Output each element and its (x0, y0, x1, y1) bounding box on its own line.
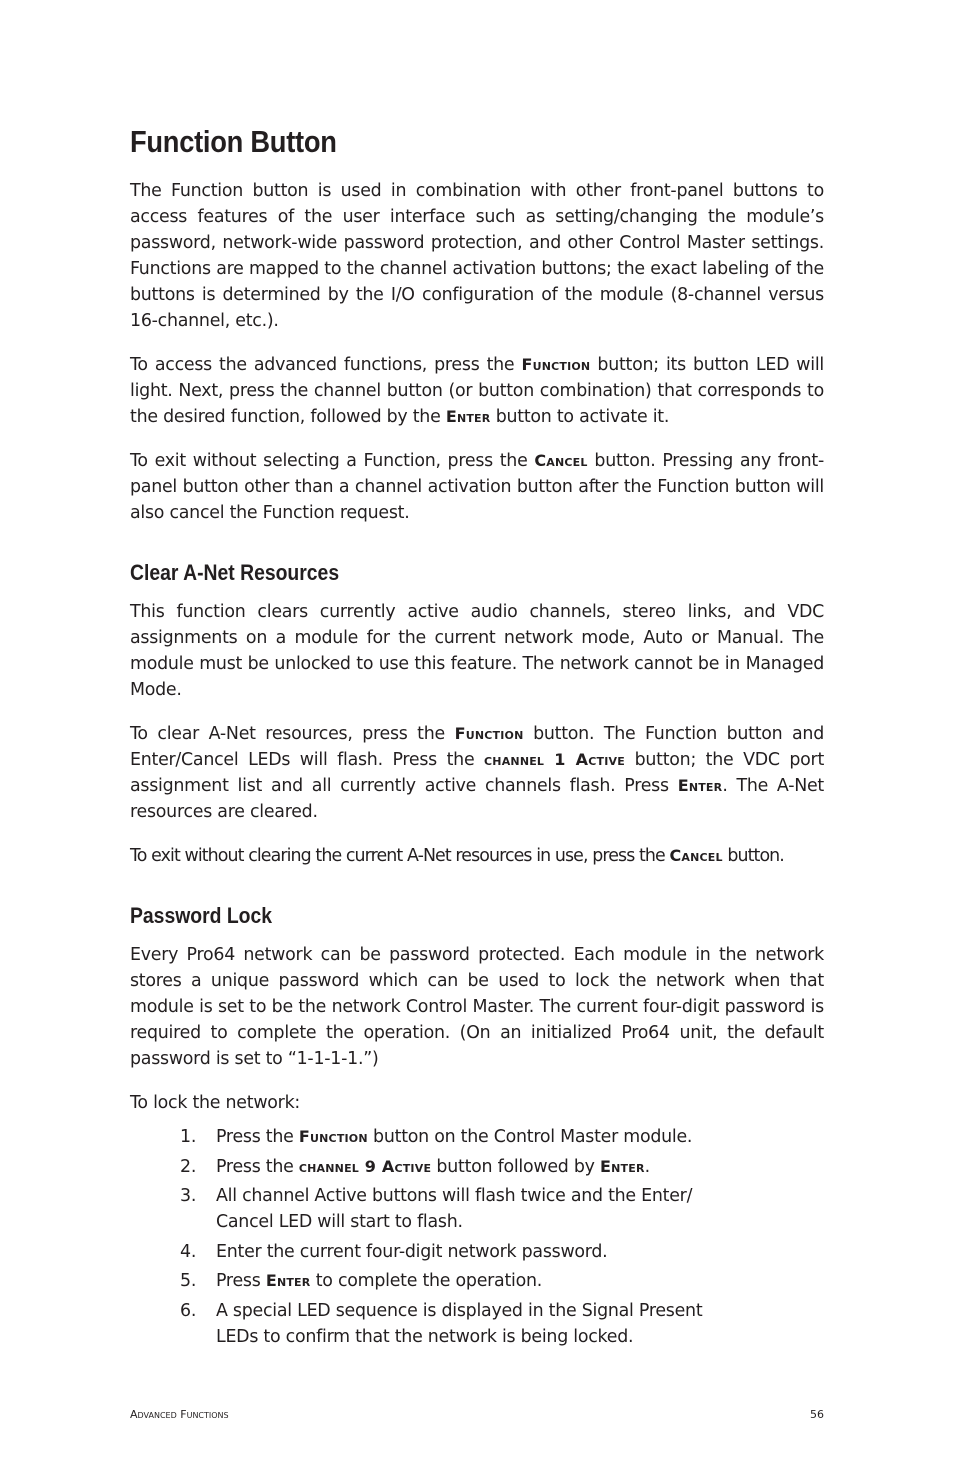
step-number: 3. (180, 1186, 197, 1206)
text: Press the (216, 1127, 299, 1147)
enter-key-label: Enter (265, 1271, 311, 1290)
text: To clear A-Net resources, press the (130, 724, 455, 744)
cancel-key-label: Cancel (534, 451, 588, 470)
enter-key-label: Enter (445, 407, 491, 426)
access-paragraph (130, 352, 824, 430)
intro-paragraph: The Function button is used in combination with other front-panel buttons to access features of the user interface such as setting/changing the module’s password, network-wide password protection, and other Control Master settings. Functions are mapped to the channel activation buttons; the exact labeling of the buttons is determined by the I/O configuration of the module (8-channel versus 16-channel, etc.). (130, 181, 824, 331)
step-number: 1. (180, 1127, 197, 1147)
text: button; its button LED will light. Next, press the channel button (or button combination) that corresponds to the desired function, followed by the (130, 355, 825, 427)
clear-anet-heading: Clear A-Net Resources (130, 560, 340, 585)
text: All channel Active buttons will flash twice and the Enter/ Cancel LED will start to flash. (216, 1186, 693, 1232)
list-item (130, 1124, 824, 1150)
list-item (130, 1154, 824, 1180)
footer-section-title: Advanced Functions (130, 1408, 229, 1421)
clear-procedure (130, 721, 824, 825)
list-item (130, 1239, 824, 1265)
text: button; the VDC port assignment list and all currently active channels flash. Press (130, 750, 825, 796)
text: . (644, 1156, 650, 1177)
text: button. (722, 846, 784, 866)
text: To exit without clearing the current A-Net resources in use, press the (130, 846, 670, 866)
password-lock-heading: Password Lock (130, 903, 273, 928)
page-number: 56 (810, 1408, 824, 1421)
function-key-label: Function (454, 724, 524, 743)
exit-paragraph (130, 448, 824, 526)
function-key-label: Function (521, 355, 591, 374)
password-description: Every Pro64 network can be password protected. Each module in the network stores a unique password which can be used to lock the network when that module is set to be the network Control Master. The current four-digit password is required to complete the operation. (On an initialized Pro64 unit, the default password is set to “1-1-1-1.”) (130, 945, 824, 1069)
page-title: Function Button (130, 124, 337, 159)
step-number: 6. (180, 1300, 197, 1321)
step-number: 2. (180, 1156, 197, 1177)
list-item (130, 1298, 824, 1350)
text: To exit without selecting a Function, press the (130, 451, 535, 471)
text: button followed by (431, 1156, 600, 1177)
enter-key-label: Enter (600, 1156, 645, 1176)
lock-lead: To lock the network: (130, 1093, 301, 1113)
text: Press the (216, 1156, 299, 1177)
function-key-label: Function (298, 1127, 368, 1146)
text: Enter the current four-digit network password. (216, 1241, 608, 1262)
step-number: 4. (180, 1241, 197, 1262)
text: Press (216, 1271, 266, 1291)
channel-9-active-key-label: channel 9 Active (298, 1156, 432, 1176)
list-item (130, 1183, 824, 1235)
clear-exit-paragraph (130, 843, 824, 869)
channel-1-active-key-label: channel 1 Active (484, 750, 625, 769)
text: . The A-Net resources are cleared. (130, 776, 824, 822)
enter-key-label: Enter (677, 776, 723, 795)
text: To access the advanced functions, press the (130, 355, 522, 375)
lock-steps-list (130, 1124, 824, 1350)
list-item (130, 1268, 824, 1294)
text: button. The Function button and Enter/Cancel LEDs will flash. Press the (130, 724, 824, 770)
text: button on the Control Master module. (367, 1127, 693, 1147)
step-number: 5. (180, 1271, 197, 1291)
clear-description: This function clears currently active audio channels, stereo links, and VDC assignments on a module for the current network mode, Auto or Manual. The module must be unlocked to use this feature. The network cannot be in Managed Mode. (130, 602, 824, 700)
text: A special LED sequence is displayed in the Signal Present LEDs to confirm that the network is being locked. (216, 1300, 703, 1347)
text: button. Pressing any front-panel button other than a channel activation button after the Function button will also cancel the Function request. (130, 451, 824, 523)
cancel-key-label: Cancel (669, 846, 723, 865)
document-page (130, 122, 824, 1353)
text: to complete the operation. (310, 1271, 543, 1291)
text: button to activate it. (490, 407, 670, 427)
